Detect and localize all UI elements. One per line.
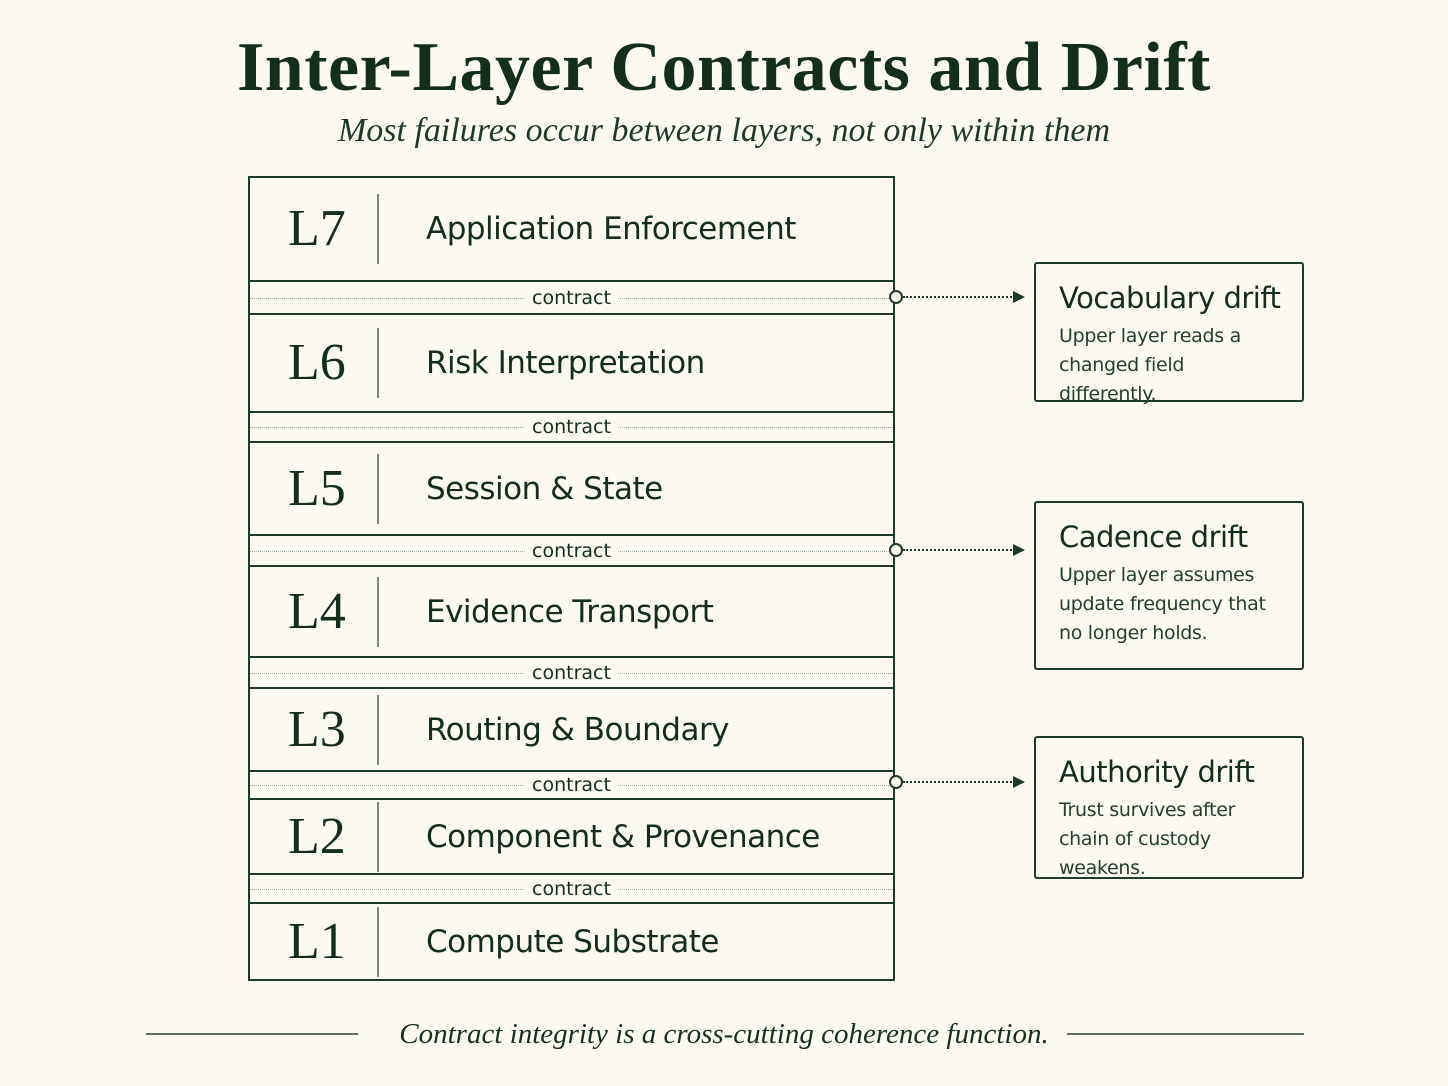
- contract-band-l4-l3: [250, 656, 893, 689]
- connector-dotted-line: [903, 781, 1015, 783]
- arrow-right-icon: [1013, 776, 1025, 788]
- callout-vocabulary-drift: [1034, 262, 1304, 405]
- layer-divider: [377, 907, 379, 977]
- layer-l4: [250, 567, 893, 656]
- layer-divider: [377, 454, 379, 524]
- layer-name: Evidence Transport: [426, 593, 714, 630]
- connector-cadence: [889, 543, 1029, 557]
- contract-band-l5-l4: [250, 534, 893, 567]
- contract-label: contract: [524, 774, 619, 796]
- contract-label: contract: [524, 416, 619, 438]
- layer-name: Risk Interpretation: [426, 345, 705, 381]
- layer-divider: [377, 328, 379, 398]
- connector-dotted-line: [903, 296, 1015, 298]
- layer-stack: [248, 176, 895, 981]
- layer-l3: [250, 689, 893, 770]
- layer-l5: [250, 443, 893, 534]
- connector-node: [889, 775, 903, 789]
- contract-label: contract: [524, 540, 619, 562]
- layer-id: L7: [288, 200, 346, 257]
- layer-l7: [250, 178, 893, 280]
- layer-divider: [377, 194, 379, 264]
- connector-dotted-line: [903, 549, 1015, 551]
- layer-id: L4: [288, 582, 346, 640]
- diagram-title: Inter-Layer Contracts and Drift: [237, 29, 1211, 106]
- layer-name: Session & State: [426, 470, 663, 507]
- layer-l6: [250, 315, 893, 411]
- arrow-right-icon: [1013, 291, 1025, 303]
- contract-label: contract: [524, 878, 619, 900]
- footer-note: Contract integrity is a cross-cutting coherence function.: [399, 1018, 1049, 1050]
- callout-title: Authority drift: [1059, 755, 1255, 789]
- diagram-subtitle: Most failures occur between layers, not only within them: [337, 112, 1111, 149]
- layer-l1: [250, 904, 893, 979]
- layer-id: L1: [288, 912, 346, 970]
- layer-id: L6: [288, 334, 346, 391]
- contract-band-l6-l5: [250, 411, 893, 443]
- layer-divider: [377, 802, 379, 872]
- layer-name: Routing & Boundary: [426, 711, 730, 748]
- layer-divider: [377, 577, 379, 647]
- layer-name: Compute Substrate: [426, 923, 719, 960]
- connector-authority: [889, 775, 1029, 789]
- contract-band-l2-l1: [250, 873, 893, 904]
- layer-divider: [377, 695, 379, 765]
- contract-band-l3-l2: [250, 770, 893, 800]
- callout-cadence-drift: [1034, 501, 1304, 670]
- contract-band-l7-l6: [250, 280, 893, 315]
- callout-title: Cadence drift: [1059, 520, 1248, 554]
- layer-id: L2: [288, 807, 346, 865]
- connector-vocabulary: [889, 290, 1029, 304]
- layer-name: Application Enforcement: [426, 211, 796, 247]
- contract-label: contract: [524, 287, 619, 309]
- layer-id: L5: [288, 459, 346, 517]
- callout-authority-drift: [1034, 736, 1304, 879]
- layer-l2: [250, 800, 893, 873]
- connector-node: [889, 543, 903, 557]
- contract-label: contract: [524, 662, 619, 684]
- arrow-right-icon: [1013, 544, 1025, 556]
- callout-body: Upper layer assumes update frequency that no longer holds.: [1059, 564, 1266, 644]
- layer-id: L3: [288, 700, 346, 758]
- callout-body: Upper layer reads a changed field differently.: [1059, 325, 1241, 405]
- layer-name: Component & Provenance: [426, 818, 820, 855]
- callout-body: Trust survives after chain of custody weakens.: [1059, 799, 1236, 879]
- callout-title: Vocabulary drift: [1059, 281, 1281, 315]
- connector-node: [889, 290, 903, 304]
